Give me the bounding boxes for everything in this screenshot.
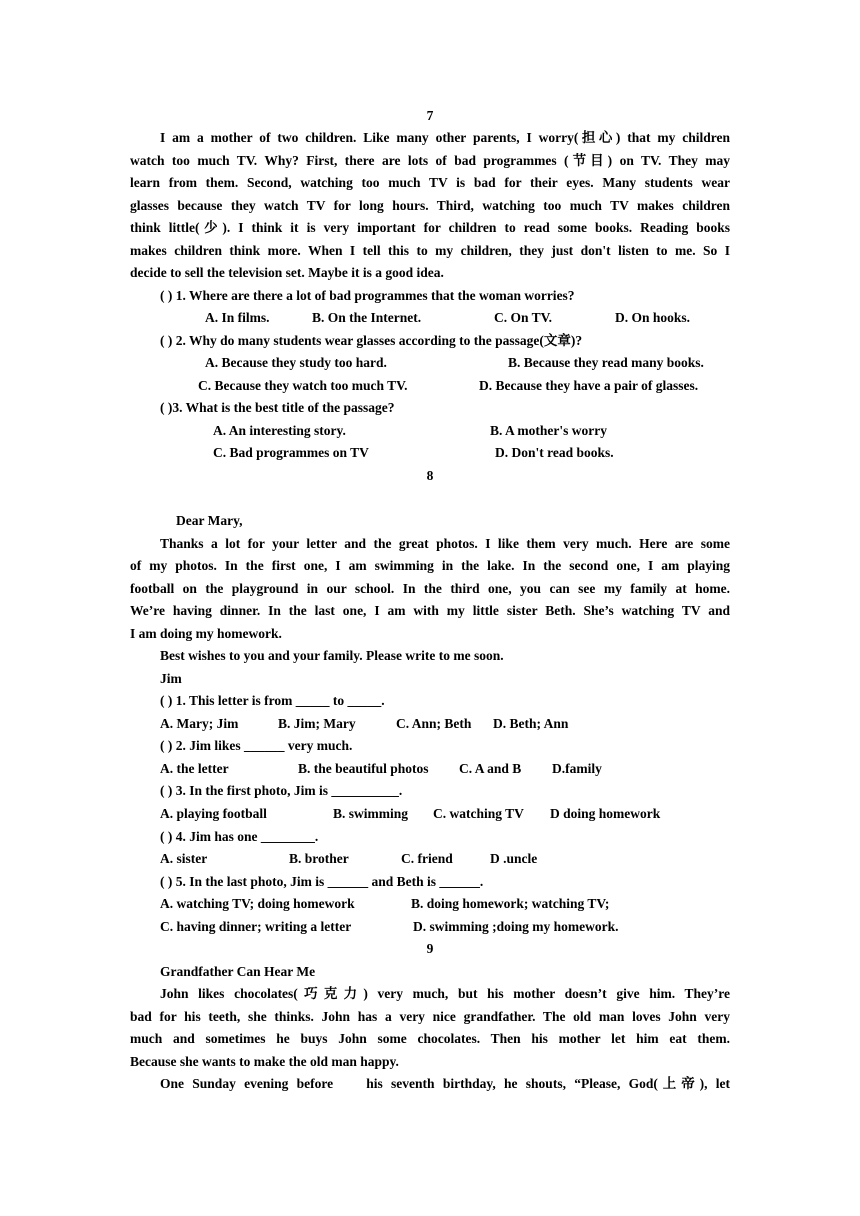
s8-q4-option-b: B. brother	[289, 851, 349, 866]
letter-signature: Jim	[160, 671, 182, 686]
s7-q3-option-c: C. Bad programmes on TV	[213, 445, 369, 460]
s8-q3-option-c: C. watching TV	[433, 806, 524, 821]
letter-line-2: of my photos. In the first one, I am swimming in the lake. In the second one, I am playing	[130, 558, 730, 573]
s8-q2-option-c: C. A and B	[459, 761, 522, 776]
story-line-3: much and sometimes he buys John some chocolates. Then his mother let him eat them.	[130, 1031, 730, 1046]
s7-q3-option-a: A. An interesting story.	[213, 423, 346, 438]
s7-q2-option-a: A. Because they study too hard.	[205, 355, 387, 370]
passage-7-line-7: decide to sell the television set. Maybe it is a good idea.	[130, 265, 444, 280]
s7-q1-option-b: B. On the Internet.	[312, 310, 422, 325]
section-number-7: 7	[426, 108, 434, 123]
passage-7-line-6: makes children think more. When I tell this to my children, they just don't listen to me. So I	[130, 243, 730, 258]
s7-q2-option-b: B. Because they read many books.	[508, 355, 704, 370]
s8-q3-option-d: D doing homework	[550, 806, 661, 821]
passage-7-line-3: learn from them. Second, watching too much TV is bad for their eyes. Many students wear	[130, 175, 730, 190]
story-line-5: One Sunday evening before his seventh birthday, he shouts, “Please, God(上帝), let	[160, 1076, 730, 1091]
letter-greeting: Dear Mary,	[176, 513, 243, 528]
s8-q5-option-a: A. watching TV; doing homework	[160, 896, 355, 911]
s8-q1-option-c: C. Ann; Beth	[396, 716, 472, 731]
letter-closing: Best wishes to you and your family. Please write to me soon.	[160, 648, 504, 663]
s7-question-2: ( ) 2. Why do many students wear glasses according to the passage(文章)?	[160, 333, 583, 348]
passage-7-line-5: think little(少). I think it is very important for children to read some books. Reading books	[130, 220, 730, 235]
s7-q3-option-b: B. A mother's worry	[490, 423, 607, 438]
letter-line-5: I am doing my homework.	[130, 626, 282, 641]
passage-7-line-2: watch too much TV. Why? First, there are lots of bad programmes (节目) on TV. They may	[130, 153, 730, 168]
s8-question-1: ( ) 1. This letter is from _____ to _____.	[160, 693, 385, 708]
s8-q1-option-b: B. Jim; Mary	[278, 716, 356, 731]
section-number-9: 9	[426, 941, 434, 956]
s8-q3-option-a: A. playing football	[160, 806, 267, 821]
s8-q4-option-a: A. sister	[160, 851, 208, 866]
s8-q4-option-d: D .uncle	[490, 851, 538, 866]
s7-q2-option-d: D. Because they have a pair of glasses.	[479, 378, 699, 393]
s7-question-3: ( )3. What is the best title of the passage?	[160, 400, 395, 415]
s8-q4-option-c: C. friend	[401, 851, 453, 866]
s8-q2-option-a: A. the letter	[160, 761, 229, 776]
s8-q1-option-d: D. Beth; Ann	[493, 716, 569, 731]
passage-7-line-1: I am a mother of two children. Like many other parents, I worry(担心) that my children	[160, 130, 730, 145]
s8-question-2: ( ) 2. Jim likes ______ very much.	[160, 738, 353, 753]
section-number-8: 8	[426, 468, 434, 483]
s8-question-5: ( ) 5. In the last photo, Jim is ______ and Beth is ______.	[160, 874, 484, 889]
story-line-4: Because she wants to make the old man happy.	[130, 1054, 399, 1069]
s8-q5-option-d: D. swimming ;doing my homework.	[413, 919, 619, 934]
s8-q2-option-b: B. the beautiful photos	[298, 761, 429, 776]
letter-line-1: Thanks a lot for your letter and the great photos. I like them very much. Here are some	[160, 536, 730, 551]
s7-q3-option-d: D. Don't read books.	[495, 445, 614, 460]
s7-q1-option-c: C. On TV.	[494, 310, 553, 325]
s8-q1-option-a: A. Mary; Jim	[160, 716, 239, 731]
s8-q5-option-b: B. doing homework; watching TV;	[411, 896, 610, 911]
passage-7-line-4: glasses because they watch TV for long hours. Third, watching too much TV makes children	[130, 198, 730, 213]
s7-q2-option-c: C. Because they watch too much TV.	[198, 378, 408, 393]
s8-question-4: ( ) 4. Jim has one ________.	[160, 829, 319, 844]
s8-q3-option-b: B. swimming	[333, 806, 409, 821]
s8-q5-option-c: C. having dinner; writing a letter	[160, 919, 352, 934]
letter-line-4: We’re having dinner. In the last one, I am with my little sister Beth. She’s watching TV and	[130, 603, 730, 618]
s8-q2-option-d: D.family	[552, 761, 602, 776]
story-line-1: John likes chocolates(巧克力) very much, but his mother doesn’t give him. They’re	[160, 986, 730, 1001]
s7-q1-option-d: D. On hooks.	[615, 310, 691, 325]
story-line-2: bad for his teeth, she thinks. John has a very nice grandfather. The old man loves John very	[130, 1009, 730, 1024]
story-title: Grandfather Can Hear Me	[160, 964, 316, 979]
s7-q1-option-a: A. In films.	[205, 310, 270, 325]
s8-question-3: ( ) 3. In the first photo, Jim is __________.	[160, 783, 403, 798]
letter-line-3: football on the playground in our school. In the third one, you can see my family at home.	[130, 581, 730, 596]
s7-question-1: ( ) 1. Where are there a lot of bad programmes that the woman worries?	[160, 288, 575, 303]
